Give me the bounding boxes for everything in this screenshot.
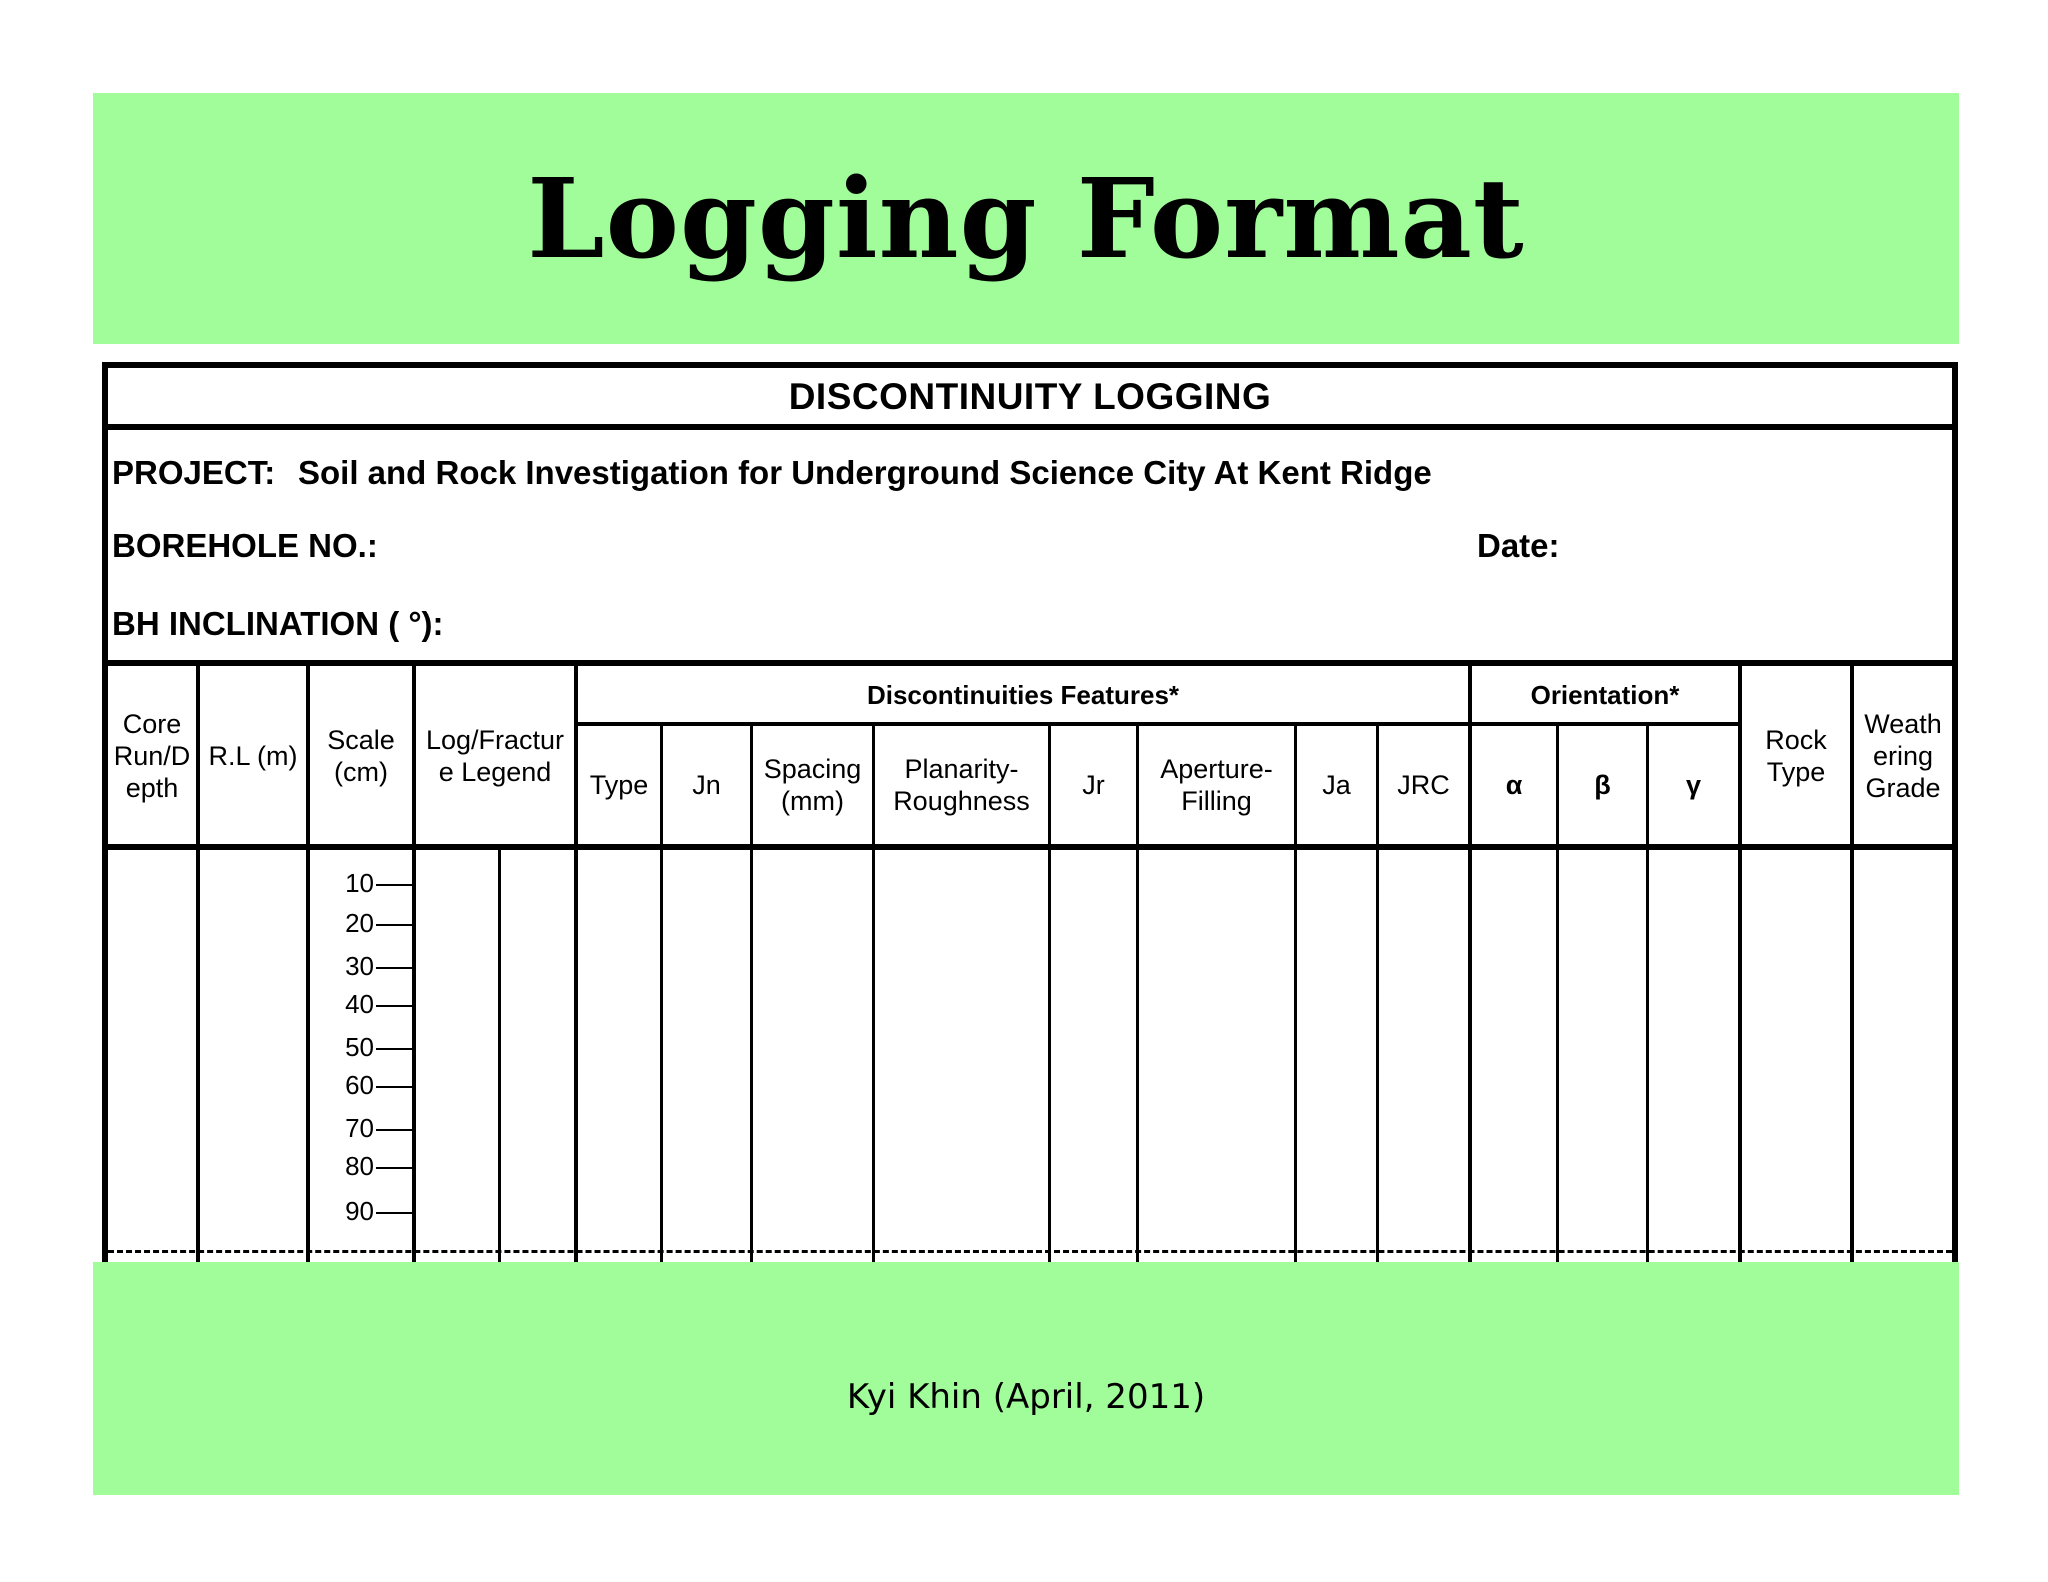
info-divider [102, 660, 1958, 666]
col-header-planarity: Planarity- Roughness [893, 754, 1030, 816]
col-header-aperture: Aperture- Filling [1160, 754, 1273, 816]
col-header-gamma: γ [1685, 770, 1702, 800]
header-divider [102, 844, 1958, 850]
scale-tick-label: 90 [345, 1196, 374, 1226]
col-header-jn: Jn [692, 770, 721, 800]
discontinuity-logging-form [102, 362, 1958, 1262]
col-header-weathering: Weath ering Grade [1864, 709, 1942, 803]
form-heading: DISCONTINUITY LOGGING [788, 376, 1272, 417]
col-header-rl: R.L (m) [208, 741, 298, 771]
project-value: Soil and Rock Investigation for Underground Science City At Kent Ridge [298, 454, 1432, 491]
scale-tick-mark [376, 1212, 416, 1214]
borehole-label: BOREHOLE NO.: [112, 527, 378, 564]
inclination-label: BH INCLINATION ( °): [112, 605, 444, 642]
col-header-jrc: JRC [1397, 770, 1450, 800]
date-label: Date: [1477, 527, 1560, 564]
scale-tick-label: 60 [345, 1070, 374, 1100]
scale-tick-mark [376, 924, 416, 926]
group-header-orientation: Orientation* [1530, 680, 1680, 710]
footer-credit: Kyi Khin (April, 2011) [846, 1377, 1206, 1417]
scale-tick-label: 10 [345, 868, 374, 898]
page-title: Logging Format [527, 154, 1525, 283]
scale-tick-mark [376, 1129, 416, 1131]
col-header-core: Core Run/D epth [113, 709, 191, 803]
col-header-log: Log/Fractur e Legend [425, 725, 565, 787]
col-header-ja: Ja [1322, 770, 1351, 800]
col-header-beta: β [1594, 770, 1611, 800]
scale-tick-label: 50 [345, 1032, 374, 1062]
footer-band [93, 1262, 1959, 1495]
continuation-dashed-line [108, 1250, 1952, 1253]
scale-tick-mark [376, 1005, 416, 1007]
col-header-scale: Scale (cm) [327, 725, 395, 787]
col-line [498, 848, 501, 1282]
col-header-spacing: Spacing (mm) [763, 754, 862, 816]
scale-tick-mark [376, 884, 416, 886]
scale-tick-mark [376, 1167, 416, 1169]
col-header-type: Type [589, 770, 649, 800]
scale-tick-label: 20 [345, 908, 374, 938]
scale-tick-mark [376, 967, 416, 969]
scale-tick-mark [376, 1086, 416, 1088]
col-header-alpha: α [1505, 770, 1523, 800]
col-header-rock-type: Rock Type [1765, 725, 1827, 787]
col-header-jr: Jr [1082, 770, 1105, 800]
project-label: PROJECT: [112, 454, 276, 491]
heading-divider [102, 424, 1958, 430]
scale-tick-label: 30 [345, 951, 374, 981]
scale-tick-label: 80 [345, 1151, 374, 1181]
group-header-discontinuities: Discontinuities Features* [866, 680, 1180, 710]
scale-tick-mark [376, 1048, 416, 1050]
scale-tick-label: 40 [345, 989, 374, 1019]
scale-tick-label: 70 [345, 1113, 374, 1143]
title-band [93, 93, 1959, 344]
